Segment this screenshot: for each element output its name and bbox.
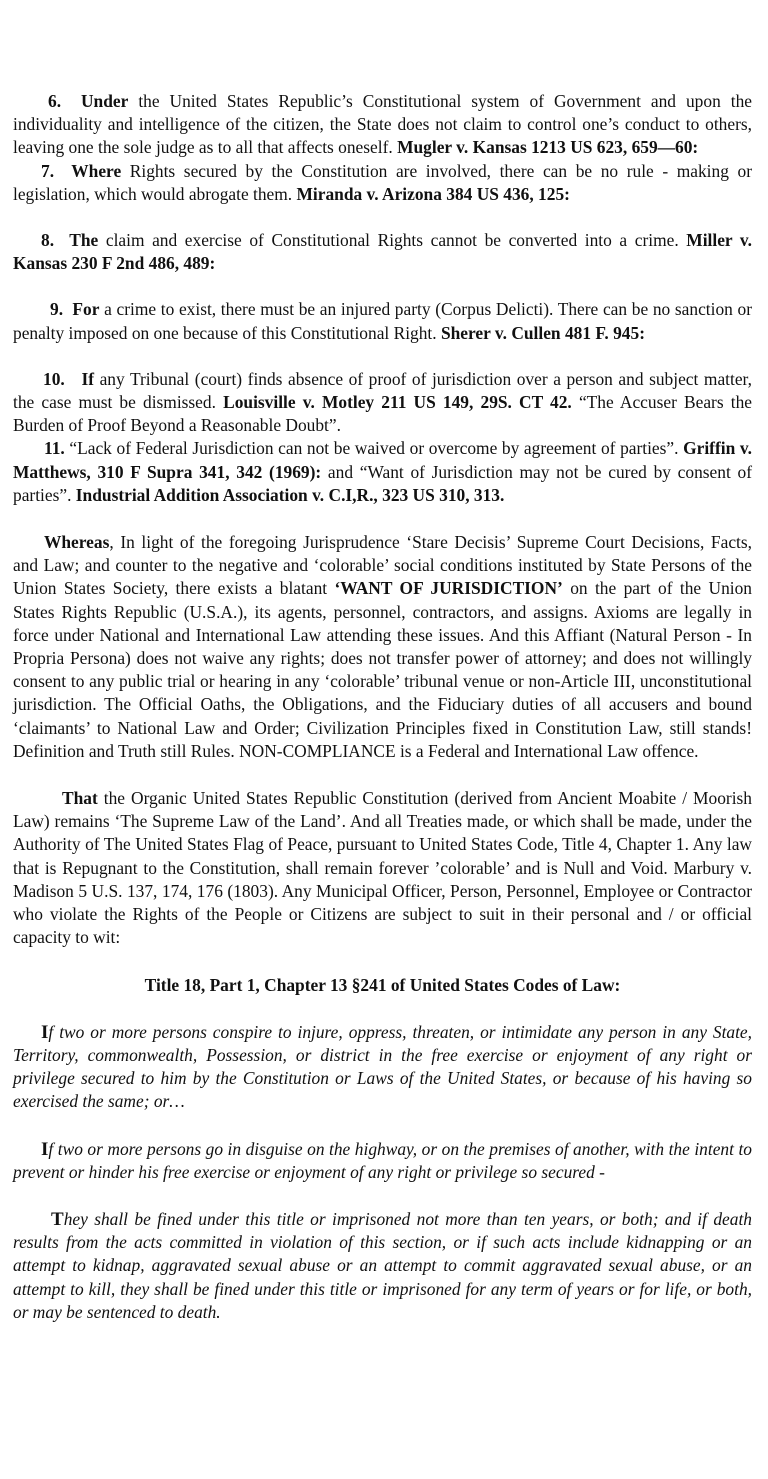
dropcap-letter: I (41, 1138, 49, 1160)
paragraph-8 (13, 229, 752, 275)
paragraph-number: 10. (43, 368, 65, 389)
emphasis-text: ‘WANT OF JURISDICTION’ (334, 578, 563, 599)
paragraph-text: Rights secured by the Constitution are involved, there can be no rule - making or legislation, which would abrogate them. (13, 160, 752, 204)
case-citation: Miller v. Kansas 230 F 2nd 486, 489: (13, 230, 752, 274)
section-heading: Title 18, Part 1, Chapter 13 §241 of United States Codes of Law: (144, 974, 621, 995)
dropcap-letter: I (41, 1021, 49, 1043)
case-citation: Louisville v. Motley 211 US 149, 29S. CT 42. (223, 392, 572, 413)
paragraph-lead-word: Whereas (44, 532, 110, 553)
paragraph-9 (13, 298, 752, 344)
paragraph-lead-word: The (69, 230, 99, 251)
that-paragraph (13, 787, 752, 949)
case-citation: Griffin v. Matthews, 310 F Supra 341, 342 (1969): (13, 438, 752, 482)
quote-paragraph-3 (13, 1208, 752, 1324)
case-citation: Sherer v. Cullen 481 F. 945: (440, 322, 645, 343)
paragraph-6 (13, 90, 752, 160)
paragraph-lead-word: Under (81, 91, 129, 111)
paragraph-number: 8. (41, 230, 55, 251)
paragraph-text: any Tribunal (court) finds absence of proof of jurisdiction over a person and subject matter, the case must be dismissed. (13, 368, 752, 413)
paragraph-number: 11. (44, 438, 65, 459)
case-citation: Mugler v. Kansas 1213 US 623, 659—60: (397, 137, 699, 158)
quote-paragraph-2 (13, 1138, 752, 1184)
paragraph-text: a crime to exist, there must be an injured party (Corpus Delicti). There can be no sanction or penalty imposed on one because of this Constitutional Right. (13, 299, 752, 343)
paragraph-number: 6. (48, 91, 62, 111)
paragraph-text: claim and exercise of Constitutional Rights cannot be converted into a crime. (98, 230, 687, 251)
quote-text: f two or more persons go in disguise on the highway, or on the premises of another, with the intent to prevent or hinder his free exercise or enjoyment of any right or privilege so secured - (13, 1138, 752, 1182)
case-citation: Miranda v. Arizona 384 US 436, 125: (296, 183, 570, 204)
quote-text: hey shall be fined under this title or imprisoned not more than ten years, or both; and if death results from the acts committed in violation of this section, or if such acts include kidnapping or an attempt to kidnap, aggravated sexual abuse or an attempt to commit aggravated sexual abuse, or an attempt to kill, they shall be fined under this title or imprisoned for any term of years or for life, or both, or may be sentenced to death. (13, 1208, 752, 1322)
paragraph-lead-word: If (81, 368, 95, 389)
paragraph-lead-word: That (62, 788, 98, 809)
paragraph-text: , In light of the foregoing Jurisprudence ‘Stare Decisis’ Supreme Court Decisions, Facts, and Law; and counter to the negative and ‘colorable’ social conditions instituted by State Persons of the Union States Society, there exists a blatant (13, 532, 752, 599)
whereas-paragraph (13, 531, 752, 763)
paragraph-number: 7. (41, 160, 55, 181)
quote-text: f two or more persons conspire to injure, oppress, threaten, or intimidate any person in any State, Territory, commonwealth, Possession, or district in the free exercise or enjoyment of any right or privilege secured to him by the Constitution or Laws of the United States, or because of his having so exercised the same; or… (13, 1021, 752, 1112)
paragraph-7 (13, 160, 752, 206)
paragraph-text: “Lack of Federal Jurisdiction can not be waived or overcome by agreement of parties”. (64, 438, 684, 459)
paragraph-10 (13, 368, 752, 438)
paragraph-number: 9. (50, 299, 64, 320)
document-page (13, 90, 752, 1324)
paragraph-text: the Organic United States Republic Constitution (derived from Ancient Moabite / Moorish Law) remains ‘The Supreme Law of the Land’. And all Treaties made, or which shall be made, under the Authority of The United States Flag of Peace, pursuant to United States Code, Title 4, Chapter 1. Any law that is Repugnant to the Constitution, shall remain forever ’colorable’ and is Null and Void. Marbury v. Madison 5 U.S. 137, 174, 176 (1803). Any Municipal Officer, Person, Personnel, Employee or Contractor who violate the Rights of the People or Citizens are subject to suit in their personal and / or official capacity to wit: (13, 788, 752, 948)
paragraph-lead-word: For (72, 299, 100, 320)
paragraph-11 (13, 437, 752, 507)
paragraph-text: and “Want of Jurisdiction may not be cured by consent of parties”. (13, 461, 752, 505)
paragraph-text: on the part of the Union States Rights Republic (U.S.A.), its agents, personnel, contractors, and assigns. Axioms are legally in force under National and International Law attending these issues. And this Affiant (Natural Person - In Propria Persona) does not waive any rights; does not transfer power of attorney; and does not willingly consent to any public trial or hearing in any ‘colorable’ tribunal venue or non-Article III, unconstitutional jurisdiction. The Official Oaths, the Obligations, and the Fiduciary duties of all accusers and bound ‘claimants’ to National Law and Order; Civilization Principles fixed in Constitution Law, still stands! Definition and Truth still Rules. NON-COMPLIANCE is a Federal and International Law offence. (13, 578, 752, 761)
paragraph-lead-word: Where (71, 160, 122, 181)
dropcap-letter: T (51, 1208, 64, 1230)
case-citation: Industrial Addition Association v. C.I,R., 323 US 310, 313. (75, 484, 505, 505)
paragraph-tail-text: “The Accuser Bears the Burden of Proof Beyond a Reasonable Doubt”. (13, 392, 752, 436)
quote-paragraph-1 (13, 1021, 752, 1114)
paragraph-text: the United States Republic’s Constitutional system of Government and upon the individuality and intelligence of the citizen, the State does not claim to control one’s conduct to others, leaving one the sole judge as to all that affects oneself. (13, 91, 752, 158)
